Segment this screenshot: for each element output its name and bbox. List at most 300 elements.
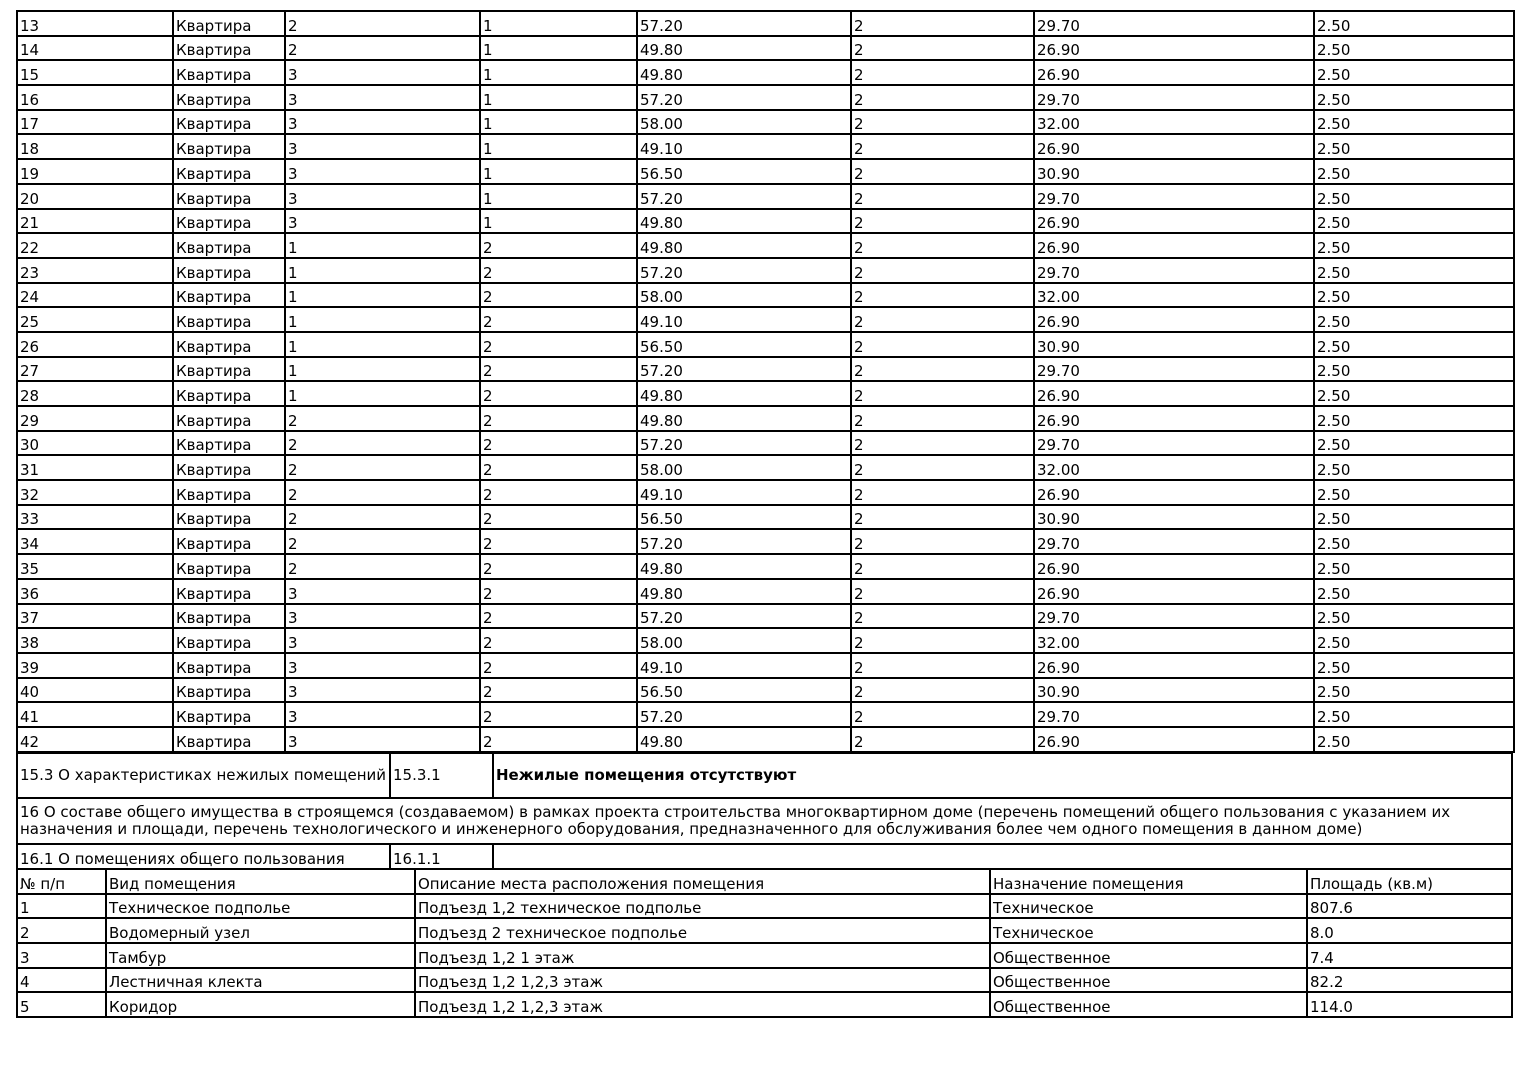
section: 3 [285,678,480,703]
rooms-count: 2 [851,431,1034,456]
room-purpose: Техническое [990,918,1307,943]
rooms-count: 2 [851,628,1034,653]
table-row [17,134,1514,159]
apartment-number: 21 [17,209,173,234]
room-purpose: Техническое [990,894,1307,919]
table-row [17,184,1514,209]
floor: 2 [480,554,637,579]
room-area: 82.2 [1307,968,1512,993]
section: 3 [285,184,480,209]
total-area: 49.80 [637,579,851,604]
floor: 2 [480,529,637,554]
section: 3 [285,134,480,159]
total-area: 57.20 [637,431,851,456]
rooms-count: 2 [851,381,1034,406]
apartment-number: 14 [17,36,173,61]
apartment-number: 22 [17,233,173,258]
living-area: 32.00 [1034,283,1314,308]
section: 3 [285,159,480,184]
apartment-number: 19 [17,159,173,184]
ceiling-height: 2.50 [1314,209,1514,234]
room-type: Квартира [173,406,285,431]
ceiling-height: 2.50 [1314,332,1514,357]
floor: 2 [480,455,637,480]
table-row [17,505,1514,530]
total-area: 56.50 [637,505,851,530]
rooms-count: 2 [851,258,1034,283]
header-number: № п/п [17,869,106,894]
room-type: Квартира [173,678,285,703]
section: 2 [285,554,480,579]
room-number: 5 [17,992,106,1017]
living-area: 26.90 [1034,406,1314,431]
ceiling-height: 2.50 [1314,480,1514,505]
floor: 2 [480,431,637,456]
apartment-number: 18 [17,134,173,159]
table-row [17,529,1514,554]
rooms-count: 2 [851,406,1034,431]
rooms-count: 2 [851,60,1034,85]
total-area: 57.20 [637,604,851,629]
room-type: Квартира [173,134,285,159]
table-row [17,110,1514,135]
rooms-count: 2 [851,11,1034,36]
table-row [17,992,1512,1017]
floor: 2 [480,653,637,678]
floor: 2 [480,332,637,357]
room-type: Квартира [173,702,285,727]
section: 3 [285,653,480,678]
apartment-number: 34 [17,529,173,554]
floor: 2 [480,727,637,752]
ceiling-height: 2.50 [1314,11,1514,36]
total-area: 49.80 [637,727,851,752]
header-purpose: Назначение помещения [990,869,1307,894]
section-16-1-code: 16.1.1 [390,844,493,869]
table-row [17,702,1514,727]
section-15-3-code: 15.3.1 [390,753,493,798]
section: 2 [285,529,480,554]
ceiling-height: 2.50 [1314,233,1514,258]
floor: 1 [480,85,637,110]
room-purpose: Общественное [990,968,1307,993]
rooms-count: 2 [851,357,1034,382]
living-area: 26.90 [1034,381,1314,406]
table-row [17,332,1514,357]
room-location: Подъезд 1,2 1,2,3 этаж [415,968,990,993]
floor: 1 [480,110,637,135]
ceiling-height: 2.50 [1314,702,1514,727]
common-rooms-header [17,869,1512,894]
table-row [17,678,1514,703]
rooms-count: 2 [851,455,1034,480]
rooms-count: 2 [851,159,1034,184]
table-row [17,283,1514,308]
total-area: 49.80 [637,233,851,258]
table-row [17,554,1514,579]
rooms-count: 2 [851,653,1034,678]
section: 3 [285,727,480,752]
room-location: Подъезд 1,2 техническое подполье [415,894,990,919]
room-number: 3 [17,943,106,968]
apartment-number: 29 [17,406,173,431]
room-type: Квартира [173,85,285,110]
living-area: 32.00 [1034,110,1314,135]
room-type: Квартира [173,505,285,530]
total-area: 57.20 [637,702,851,727]
living-area: 29.70 [1034,431,1314,456]
apartments-table [16,10,1515,753]
floor: 2 [480,604,637,629]
room-type: Квартира [173,357,285,382]
room-area: 114.0 [1307,992,1512,1017]
room-type: Квартира [173,332,285,357]
living-area: 32.00 [1034,628,1314,653]
apartment-number: 24 [17,283,173,308]
section: 1 [285,381,480,406]
section: 2 [285,480,480,505]
apartment-number: 33 [17,505,173,530]
ceiling-height: 2.50 [1314,159,1514,184]
living-area: 26.90 [1034,209,1314,234]
table-row [17,628,1514,653]
ceiling-height: 2.50 [1314,529,1514,554]
room-type: Техническое подполье [106,894,415,919]
rooms-count: 2 [851,678,1034,703]
rooms-count: 2 [851,233,1034,258]
total-area: 57.20 [637,529,851,554]
apartment-number: 13 [17,11,173,36]
apartment-number: 37 [17,604,173,629]
section: 1 [285,233,480,258]
floor: 1 [480,60,637,85]
header-area: Площадь (кв.м) [1307,869,1512,894]
floor: 1 [480,134,637,159]
section: 3 [285,604,480,629]
apartment-number: 42 [17,727,173,752]
room-type: Квартира [173,258,285,283]
table-row [17,653,1514,678]
table-row [17,233,1514,258]
living-area: 26.90 [1034,134,1314,159]
total-area: 57.20 [637,258,851,283]
floor: 1 [480,184,637,209]
living-area: 29.70 [1034,85,1314,110]
room-purpose: Общественное [990,943,1307,968]
apartment-number: 28 [17,381,173,406]
table-row [17,727,1514,752]
living-area: 26.90 [1034,554,1314,579]
room-location: Подъезд 2 техническое подполье [415,918,990,943]
table-row [17,209,1514,234]
ceiling-height: 2.50 [1314,134,1514,159]
total-area: 56.50 [637,678,851,703]
total-area: 49.80 [637,554,851,579]
ceiling-height: 2.50 [1314,678,1514,703]
ceiling-height: 2.50 [1314,357,1514,382]
room-type: Квартира [173,159,285,184]
rooms-count: 2 [851,134,1034,159]
table-row [17,159,1514,184]
apartment-number: 38 [17,628,173,653]
table-row [17,381,1514,406]
total-area: 58.00 [637,628,851,653]
floor: 2 [480,258,637,283]
apartment-number: 30 [17,431,173,456]
ceiling-height: 2.50 [1314,36,1514,61]
room-number: 1 [17,894,106,919]
room-type: Лестничная клекта [106,968,415,993]
table-row [17,918,1512,943]
apartment-number: 25 [17,307,173,332]
table-row [17,60,1514,85]
living-area: 26.90 [1034,233,1314,258]
section: 3 [285,702,480,727]
total-area: 49.80 [637,406,851,431]
apartment-number: 41 [17,702,173,727]
ceiling-height: 2.50 [1314,455,1514,480]
rooms-count: 2 [851,505,1034,530]
room-number: 4 [17,968,106,993]
section: 1 [285,258,480,283]
total-area: 56.50 [637,159,851,184]
table-row [17,968,1512,993]
apartment-number: 26 [17,332,173,357]
section: 3 [285,209,480,234]
total-area: 57.20 [637,11,851,36]
apartment-number: 31 [17,455,173,480]
rooms-count: 2 [851,332,1034,357]
ceiling-height: 2.50 [1314,604,1514,629]
section-15-3-label: 15.3 О характеристиках нежилых помещений [17,753,390,798]
rooms-count: 2 [851,727,1034,752]
header-location: Описание места расположения помещения [415,869,990,894]
rooms-count: 2 [851,579,1034,604]
total-area: 49.10 [637,480,851,505]
table-row [17,85,1514,110]
floor: 2 [480,702,637,727]
total-area: 58.00 [637,110,851,135]
living-area: 29.70 [1034,258,1314,283]
table-row [17,579,1514,604]
living-area: 26.90 [1034,727,1314,752]
room-type: Квартира [173,554,285,579]
living-area: 26.90 [1034,480,1314,505]
ceiling-height: 2.50 [1314,381,1514,406]
room-type: Коридор [106,992,415,1017]
room-type: Тамбур [106,943,415,968]
apartment-number: 16 [17,85,173,110]
header-room-type: Вид помещения [106,869,415,894]
floor: 2 [480,678,637,703]
total-area: 57.20 [637,85,851,110]
apartment-number: 40 [17,678,173,703]
section: 3 [285,110,480,135]
apartment-number: 32 [17,480,173,505]
floor: 2 [480,357,637,382]
living-area: 32.00 [1034,455,1314,480]
room-type: Квартира [173,184,285,209]
living-area: 30.90 [1034,332,1314,357]
total-area: 49.80 [637,36,851,61]
table-row [17,307,1514,332]
room-type: Квартира [173,480,285,505]
room-type: Квартира [173,60,285,85]
living-area: 29.70 [1034,604,1314,629]
section-16-text: 16 О составе общего имущества в строящемся (создаваемом) в рамках проекта строительства многоквартирном доме (перечень помещений общего пользования с указанием их назначения и площади, перечень технологического и инженерного оборудования, предназначенного для обслуживания более чем одного помещения в данном доме) [17,798,1512,844]
apartment-number: 27 [17,357,173,382]
floor: 2 [480,628,637,653]
section-16-1-label: 16.1 О помещениях общего пользования [17,844,390,869]
room-type: Квартира [173,233,285,258]
floor: 2 [480,283,637,308]
room-purpose: Общественное [990,992,1307,1017]
living-area: 26.90 [1034,307,1314,332]
room-number: 2 [17,918,106,943]
ceiling-height: 2.50 [1314,579,1514,604]
total-area: 49.80 [637,381,851,406]
room-type: Квартира [173,604,285,629]
total-area: 56.50 [637,332,851,357]
rooms-count: 2 [851,554,1034,579]
ceiling-height: 2.50 [1314,184,1514,209]
table-row [17,943,1512,968]
room-type: Квартира [173,653,285,678]
table-row [17,258,1514,283]
room-type: Водомерный узел [106,918,415,943]
ceiling-height: 2.50 [1314,653,1514,678]
section: 2 [285,505,480,530]
common-rooms-table [16,868,1513,1018]
room-type: Квартира [173,727,285,752]
total-area: 49.80 [637,60,851,85]
ceiling-height: 2.50 [1314,283,1514,308]
rooms-count: 2 [851,36,1034,61]
room-type: Квартира [173,36,285,61]
room-location: Подъезд 1,2 1 этаж [415,943,990,968]
rooms-count: 2 [851,85,1034,110]
ceiling-height: 2.50 [1314,258,1514,283]
living-area: 29.70 [1034,184,1314,209]
section: 3 [285,628,480,653]
total-area: 49.10 [637,307,851,332]
room-type: Квартира [173,209,285,234]
room-type: Квартира [173,455,285,480]
total-area: 58.00 [637,455,851,480]
ceiling-height: 2.50 [1314,431,1514,456]
total-area: 57.20 [637,184,851,209]
living-area: 26.90 [1034,579,1314,604]
total-area: 49.10 [637,653,851,678]
table-row [17,36,1514,61]
section: 1 [285,357,480,382]
living-area: 29.70 [1034,702,1314,727]
total-area: 49.80 [637,209,851,234]
total-area: 58.00 [637,283,851,308]
living-area: 30.90 [1034,678,1314,703]
living-area: 30.90 [1034,505,1314,530]
rooms-count: 2 [851,283,1034,308]
floor: 2 [480,233,637,258]
rooms-count: 2 [851,307,1034,332]
room-type: Квартира [173,628,285,653]
section-15-3-value: Нежилые помещения отсутствуют [493,753,1512,798]
section: 1 [285,332,480,357]
rooms-count: 2 [851,529,1034,554]
room-type: Квартира [173,381,285,406]
table-row [17,11,1514,36]
section: 2 [285,431,480,456]
room-type: Квартира [173,529,285,554]
rooms-count: 2 [851,604,1034,629]
section-16-1-value [493,844,1512,869]
floor: 2 [480,480,637,505]
rooms-count: 2 [851,480,1034,505]
floor: 2 [480,505,637,530]
section: 3 [285,60,480,85]
rooms-count: 2 [851,209,1034,234]
rooms-count: 2 [851,702,1034,727]
room-type: Квартира [173,431,285,456]
section: 1 [285,283,480,308]
apartment-number: 35 [17,554,173,579]
section: 2 [285,406,480,431]
table-row [17,894,1512,919]
living-area: 29.70 [1034,357,1314,382]
total-area: 49.10 [637,134,851,159]
living-area: 29.70 [1034,529,1314,554]
section: 2 [285,455,480,480]
floor: 1 [480,159,637,184]
floor: 1 [480,11,637,36]
ceiling-height: 2.50 [1314,60,1514,85]
room-type: Квартира [173,579,285,604]
ceiling-height: 2.50 [1314,554,1514,579]
section-16-row [16,797,1513,845]
total-area: 57.20 [637,357,851,382]
section: 3 [285,85,480,110]
floor: 1 [480,209,637,234]
table-row [17,455,1514,480]
ceiling-height: 2.50 [1314,110,1514,135]
table-row [17,406,1514,431]
floor: 2 [480,579,637,604]
apartment-number: 20 [17,184,173,209]
room-type: Квартира [173,11,285,36]
room-type: Квартира [173,283,285,308]
ceiling-height: 2.50 [1314,628,1514,653]
section: 3 [285,579,480,604]
section-16-1-row [16,843,1513,870]
table-row [17,431,1514,456]
room-type: Квартира [173,307,285,332]
floor: 2 [480,307,637,332]
table-row [17,357,1514,382]
room-area: 8.0 [1307,918,1512,943]
room-area: 7.4 [1307,943,1512,968]
floor: 2 [480,381,637,406]
ceiling-height: 2.50 [1314,85,1514,110]
floor: 1 [480,36,637,61]
living-area: 26.90 [1034,653,1314,678]
floor: 2 [480,406,637,431]
section: 1 [285,307,480,332]
apartment-number: 23 [17,258,173,283]
room-location: Подъезд 1,2 1,2,3 этаж [415,992,990,1017]
table-row [17,604,1514,629]
room-area: 807.6 [1307,894,1512,919]
section-15-3-row [16,752,1513,799]
